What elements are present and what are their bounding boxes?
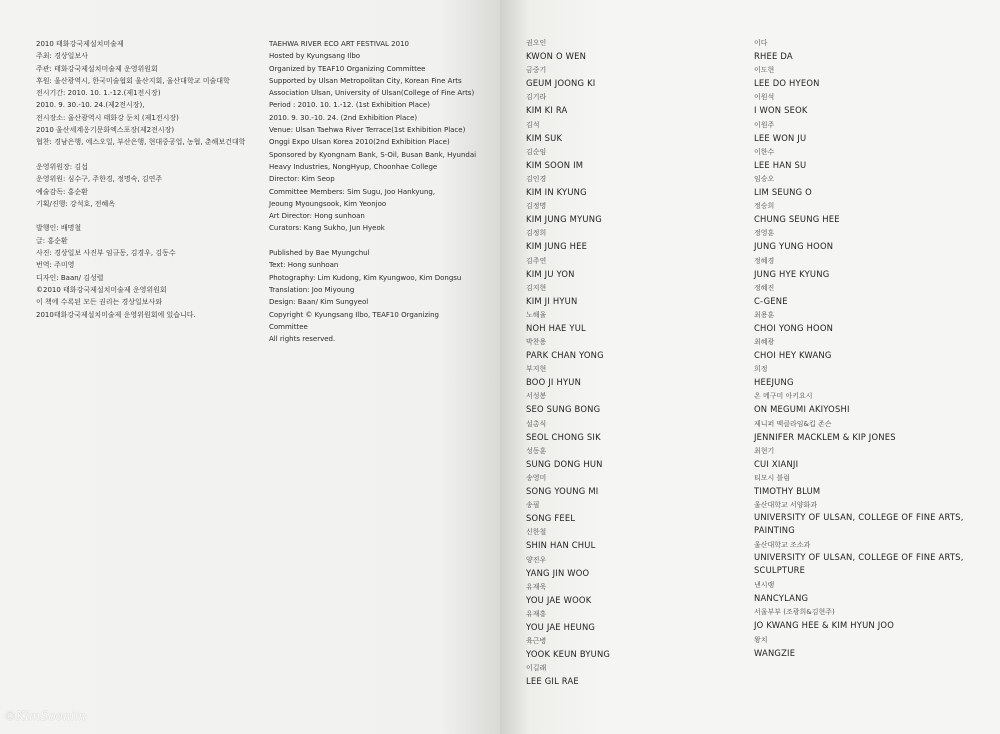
credit-line: Design: Baan/ Kim Sungyeol: [269, 298, 369, 307]
credit-line: ©2010 태화강국제설치미술제 운영위원회: [36, 285, 167, 294]
artist-name-english: RHEE DA: [754, 51, 793, 61]
artist-name-korean: 김지현: [526, 283, 547, 292]
artist-name-english: ON MEGUMI AKIYOSHI: [754, 404, 850, 415]
credit-line: 예술감독: 홍순환: [36, 187, 88, 196]
artist-name-english: CHUNG SEUNG HEE: [754, 214, 840, 225]
artist-name-english: YOU JAE WOOK: [526, 594, 592, 605]
artist-entry: [754, 65, 984, 92]
artist-name-korean: 온 메구미 아키요시: [754, 392, 813, 401]
artist-name-english: CHOI YONG HOON: [754, 322, 834, 333]
credit-line: Translation: Joo Miyoung: [269, 285, 355, 294]
artist-name-english: KIM IN KYUNG: [526, 186, 587, 197]
credit-line: 전시기간: 2010. 10. 1.-12.(제1전시장): [36, 89, 161, 98]
credit-line: Supported by Ulsan Metropolitan City, Korean Fine Arts: [269, 76, 462, 85]
artist-name-english: KWON O WEN: [526, 51, 587, 61]
artist-name-english: GEUM JOONG KI: [526, 78, 596, 89]
artist-name-english: LEE GIL RAE: [526, 676, 579, 687]
artist-name-english: HEEJUNG: [754, 377, 794, 388]
artist-entry: [526, 391, 746, 418]
artist-name-english: LEE DO HYEON: [754, 78, 820, 89]
credit-line: 기획/진행: 강석호, 전혜옥: [36, 199, 116, 208]
artist-entry: [754, 419, 984, 446]
artist-name-korean: 임승오: [754, 174, 775, 183]
artist-name-english: TIMOTHY BLUM: [754, 486, 821, 496]
artist-entry: [526, 446, 746, 473]
artist-entry: [526, 337, 746, 364]
artist-name-english: KIM JUNG HEE: [526, 241, 588, 252]
artist-name-korean: 이한수: [754, 147, 775, 156]
artist-name-english: SEO SUNG BONG: [526, 404, 601, 415]
spacer: [36, 149, 245, 161]
credit-line: Curators: Kang Sukho, Jun Hyeok: [269, 224, 385, 233]
artist-entry: [754, 256, 984, 283]
credit-line: 후원: 울산광역시, 한국미술협회 울산지회, 울산대학교 미술대학: [36, 76, 230, 85]
artist-name-korean: 김석: [526, 120, 540, 129]
artist-name-korean: 노해율: [526, 310, 547, 319]
artist-name-korean: 부지현: [526, 365, 547, 374]
artist-name-korean: 성동훈: [526, 446, 547, 455]
credit-line: All rights reserved.: [269, 335, 336, 344]
artist-name-english: BOO JI HYUN: [526, 377, 582, 388]
artist-name-english: I WON SEOK: [754, 105, 808, 116]
artist-name-english: YOOK KEUN BYUNG: [526, 649, 611, 660]
artist-name-english: LEE WON JU: [754, 132, 807, 143]
artist-name-korean: 양진우: [526, 555, 547, 564]
artist-name-korean: 울산대학교 서양화과: [754, 501, 818, 510]
artist-entry: [754, 635, 984, 662]
credit-line: Sponsored by Kyongnam Bank, S-Oil, Busan Bank, Hyundai: [269, 150, 477, 159]
artist-name-english: KIM SOON IM: [526, 159, 584, 170]
credit-line: Association Ulsan, University of Ulsan(College of Fine Arts): [269, 89, 475, 98]
artist-name-korean: 이다: [754, 39, 768, 47]
artist-name-english: SONG FEEL: [526, 513, 576, 524]
credit-line: 발행인: 배명철: [36, 224, 82, 233]
artist-entry: [526, 92, 746, 119]
artist-entry: [754, 201, 984, 228]
artist-name-english: YOU JAE HEUNG: [526, 621, 596, 632]
artist-name-korean: 김정명: [526, 202, 547, 211]
artist-name-english: PARK CHAN YONG: [526, 350, 604, 361]
artist-entry: [754, 364, 984, 391]
artist-name-english: SUNG DONG HUN: [526, 458, 603, 469]
artist-name-korean: 설총식: [526, 419, 547, 428]
artist-name-korean: 유재흥: [526, 609, 547, 618]
korean-credits: [36, 38, 245, 321]
artist-entry: [526, 609, 746, 636]
artist-name-english: CHOI HEY KWANG: [754, 350, 832, 361]
artist-name-korean: 이도현: [754, 66, 775, 75]
artist-name-english: JUNG HYE KYUNG: [754, 268, 830, 279]
artist-entry: [526, 527, 746, 554]
artist-name-korean: 이길래: [526, 664, 547, 673]
artist-name-english: C-GENE: [754, 295, 788, 306]
artist-name-korean: 제니퍼 맥클라임&킵 존슨: [754, 419, 832, 428]
artist-entry: [526, 283, 746, 310]
artist-entry: [526, 310, 746, 337]
artist-name-english: JUNG YUNG HOON: [754, 241, 834, 252]
artist-entry: [754, 38, 984, 65]
artist-name-korean: 김인경: [526, 174, 547, 183]
artist-name-english: NOH HAE YUL: [526, 322, 586, 333]
artist-entry: [754, 446, 984, 473]
artist-entry: [754, 92, 984, 119]
credit-line: Hosted by Kyungsang Ilbo: [269, 52, 361, 61]
artist-name-english: YANG JIN WOO: [526, 567, 590, 578]
credit-line: Heavy Industries, NongHyup, Choonhae College: [269, 162, 438, 171]
artist-entry: [526, 636, 746, 663]
artist-entry: [754, 310, 984, 337]
artist-name-korean: 유재욱: [526, 582, 547, 591]
artist-name-korean: 정승희: [754, 202, 775, 211]
spacer: [269, 235, 476, 247]
artist-name-korean: 왕치: [754, 635, 768, 644]
artist-name-korean: 김순임: [526, 147, 547, 156]
credit-line: Committee Members: Sim Sugu, Joo Hankyung,: [269, 187, 436, 196]
artist-entry: [526, 120, 746, 147]
artist-name-english: SONG YOUNG MI: [526, 486, 599, 496]
credit-line: Venue: Ulsan Taehwa River Terrace(1st Exhibition Place): [269, 126, 466, 135]
credit-line: TAEHWA RIVER ECO ART FESTIVAL 2010: [269, 40, 409, 48]
credit-line: 글: 홍순환: [36, 236, 68, 245]
artist-name-korean: 낸시랭: [754, 581, 775, 590]
artist-name-english: KIM JI HYUN: [526, 295, 578, 306]
artist-name-korean: 최현기: [754, 446, 775, 455]
artist-name-english: UNIVERSITY OF ULSAN, COLLEGE OF FINE ARTS, PAINTING: [754, 512, 964, 536]
english-credits: [269, 38, 476, 345]
artist-name-english: KIM KI RA: [526, 105, 568, 116]
credit-line: 운영위원: 심수구, 주한경, 정명숙, 김연주: [36, 175, 163, 184]
credit-line: 2010태화강국제설치미술제 운영위원회에 있습니다.: [36, 310, 196, 319]
artist-name-korean: 희정: [754, 365, 768, 374]
artist-list-column-2: [754, 38, 984, 662]
artist-name-korean: 울산대학교 조소과: [754, 541, 811, 550]
artist-name-korean: 이원주: [754, 120, 775, 129]
artist-entry: [754, 391, 984, 418]
artist-name-korean: 정영훈: [754, 229, 775, 238]
artist-name-korean: 서울부부 (조광희&김현주): [754, 608, 835, 617]
artist-entry: [526, 419, 746, 446]
credit-line: Jeoung Myoungsook, Kim Yeonjoo: [269, 199, 387, 208]
artist-entry: [526, 582, 746, 609]
artist-entry: [526, 256, 746, 283]
credit-line: Onggi Expo Ulsan Korea 2010(2nd Exhibition Place): [269, 138, 450, 147]
artist-list-column-1: [526, 38, 746, 691]
artist-name-korean: 권오인: [526, 39, 547, 47]
artist-name-korean: 김정희: [526, 229, 547, 238]
artist-name-korean: 최용훈: [754, 310, 775, 319]
credit-line: Art Director: Hong sunhoan: [269, 212, 365, 221]
artist-name-korean: 송영미: [526, 474, 547, 482]
artist-name-english: JENNIFER MACKLEM & KIP JONES: [754, 431, 896, 442]
credit-line: 2010. 9. 30.-10. 24.(제2전시장),: [36, 101, 145, 110]
artist-entry: [526, 663, 746, 690]
artist-entry: [526, 201, 746, 228]
artist-name-english: UNIVERSITY OF ULSAN, COLLEGE OF FINE ARTS, SCULPTURE: [754, 552, 964, 576]
artist-name-korean: 김주연: [526, 256, 547, 265]
artist-entry: [526, 38, 746, 65]
artist-entry: [754, 607, 984, 634]
artist-name-english: WANGZIE: [754, 647, 796, 658]
artist-name-korean: 이원석: [754, 93, 775, 102]
artist-name-korean: 송필: [526, 501, 540, 510]
credit-line: Photography: Lim Kudong, Kim Kyungwoo, Kim Dongsu: [269, 273, 462, 282]
artist-entry: [526, 228, 746, 255]
credit-line: 전시장소: 울산광역시 태화강 둔치 (제1전시장): [36, 113, 179, 122]
artist-entry: [754, 580, 984, 607]
artist-name-korean: 정혜경: [754, 256, 775, 265]
artist-name-english: KIM SUK: [526, 132, 563, 143]
artist-entry: [754, 473, 984, 500]
credit-line: Text: Hong sunhoan: [269, 261, 339, 270]
artist-name-korean: 티모시 블럼: [754, 474, 791, 482]
artist-entry: [526, 65, 746, 92]
credit-line: Organized by TEAF10 Organizing Committee: [269, 64, 426, 73]
artist-entry: [526, 174, 746, 201]
credit-line: 주최: 경상일보사: [36, 52, 88, 61]
artist-entry: [526, 555, 746, 582]
artist-entry: [754, 174, 984, 201]
credit-line: 협찬: 경남은행, 에스오일, 부산은행, 현대중공업, 농협, 춘해보건대학: [36, 138, 246, 147]
artist-name-english: KIM JU YON: [526, 268, 575, 279]
artist-name-korean: 육근병: [526, 637, 547, 646]
artist-entry: [526, 500, 746, 527]
artist-entry: [754, 337, 984, 364]
artist-entry: [754, 228, 984, 255]
artist-entry: [526, 364, 746, 391]
artist-name-english: LEE HAN SU: [754, 159, 807, 170]
credit-line: 주관: 태화강국제설치미술제 운영위원회: [36, 64, 158, 73]
credit-line: Period : 2010. 10. 1.-12. (1st Exhibition Place): [269, 101, 430, 110]
artist-name-english: KIM JUNG MYUNG: [526, 214, 602, 225]
artist-name-korean: 최혜광: [754, 338, 775, 347]
artist-entry: [754, 147, 984, 174]
watermark-text: ©KimSoonim: [4, 709, 86, 723]
artist-name-korean: 금중기: [526, 66, 547, 75]
artist-entry: [754, 120, 984, 147]
artist-name-korean: 박찬용: [526, 338, 547, 347]
credit-line: 2010 태화강국제설치미술제: [36, 40, 124, 48]
artist-entry: [526, 147, 746, 174]
credit-line: 디자인: Baan/ 김성렬: [36, 273, 104, 282]
artist-name-english: SEOL CHONG SIK: [526, 431, 601, 442]
credit-line: 이 책에 수록된 모든 권리는 경상일보사와: [36, 298, 163, 307]
artist-entry: [754, 283, 984, 310]
credit-line: 사진: 경상일보 사진부 임규동, 김경우, 김동수: [36, 249, 176, 258]
credit-line: 번역: 주미영: [36, 261, 75, 270]
credit-line: 2010 울산세계옹기문화엑스포장(제2전시장): [36, 126, 175, 135]
credit-line: 운영위원장: 김섭: [36, 162, 88, 171]
credit-line: 2010. 9. 30.-10. 24. (2nd Exhibition Place): [269, 113, 418, 122]
artist-name-english: SHIN HAN CHUL: [526, 540, 596, 551]
artist-name-english: CUI XIANJI: [754, 458, 799, 469]
artist-name-english: JO KWANG HEE & KIM HYUN JOO: [754, 620, 894, 631]
artist-name-english: LIM SEUNG O: [754, 186, 812, 197]
credit-line: Director: Kim Seop: [269, 175, 335, 184]
artist-name-korean: 김기라: [526, 93, 547, 102]
spacer: [36, 210, 245, 222]
artist-entry: [754, 500, 984, 540]
credit-line: Copyright © Kyungsang Ilbo, TEAF10 Organizing: [269, 310, 439, 319]
credit-line: Published by Bae Myungchul: [269, 249, 370, 258]
artist-name-english: NANCYLANG: [754, 593, 809, 604]
artist-entry: [754, 540, 984, 580]
artist-entry: [526, 473, 746, 500]
artist-name-korean: 신한철: [526, 528, 547, 537]
credit-line: Committee: [269, 322, 308, 331]
artist-name-korean: 정혜진: [754, 283, 775, 292]
artist-name-korean: 서성봉: [526, 392, 547, 401]
